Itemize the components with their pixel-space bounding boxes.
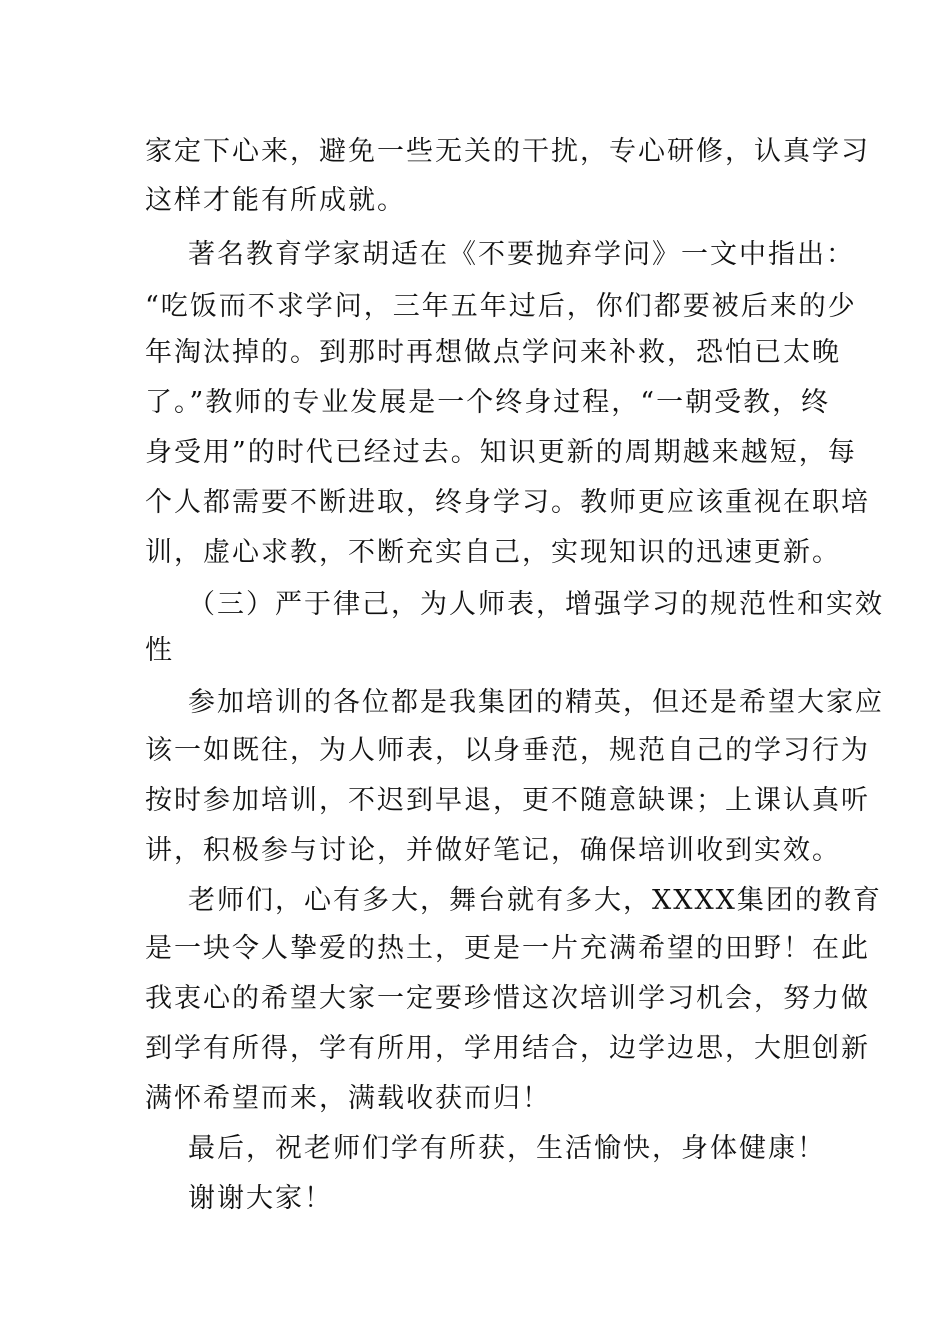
closing-line: 谢谢大家！: [188, 1183, 333, 1214]
paragraph-line: 老师们，心有多大，舞台就有多大，XXXX集团的教育: [188, 885, 882, 916]
paragraph-line: 满怀希望而来，满载收获而归！: [145, 1083, 551, 1114]
paragraph-line: 年淘汰掉的。到那时再想做点学问来补救，恐怕已太晚: [145, 337, 841, 368]
paragraph-line: 该一如既往，为人师表，以身垂范，规范自己的学习行为: [145, 735, 870, 766]
paragraph-line: 著名教育学家胡适在《不要抛弃学问》一文中指出：: [188, 239, 855, 270]
paragraph-line: 身受用”的时代已经过去。知识更新的周期越来越短，每: [145, 437, 857, 468]
paragraph-line: 讲，积极参与讨论，并做好笔记，确保培训收到实效。: [145, 835, 841, 866]
paragraph-line: 参加培训的各位都是我集团的精英，但还是希望大家应: [188, 687, 884, 718]
paragraph-line: 到学有所得，学有所用，学用结合，边学边思，大胆创新: [145, 1033, 870, 1064]
section-heading-line: （三）严于律己，为人师表，增强学习的规范性和实效: [188, 589, 884, 620]
paragraph-line: 按时参加培训，不迟到早退，更不随意缺课；上课认真听: [145, 785, 870, 816]
paragraph-line: 个人都需要不断进取，终身学习。教师更应该重视在职培: [145, 487, 870, 518]
closing-line: 最后，祝老师们学有所获，生活愉快，身体健康！: [188, 1133, 826, 1164]
paragraph-line: 了。”教师的专业发展是一个终身过程，“一朝受教，终: [145, 387, 831, 418]
paragraph-line: “吃饭而不求学问，三年五年过后，你们都要被后来的少: [145, 291, 857, 322]
paragraph-line: 是一块令人挚爱的热土，更是一片充满希望的田野！在此: [145, 933, 870, 964]
paragraph-line: 这样才能有所成就。: [145, 185, 406, 216]
section-heading-line: 性: [145, 635, 174, 666]
paragraph-line: 家定下心来，避免一些无关的干扰，专心研修，认真学习: [145, 136, 870, 167]
paragraph-line: 我衷心的希望大家一定要珍惜这次培训学习机会，努力做: [145, 983, 870, 1014]
paragraph-line: 训，虚心求教，不断充实自己，实现知识的迅速更新。: [145, 537, 841, 568]
